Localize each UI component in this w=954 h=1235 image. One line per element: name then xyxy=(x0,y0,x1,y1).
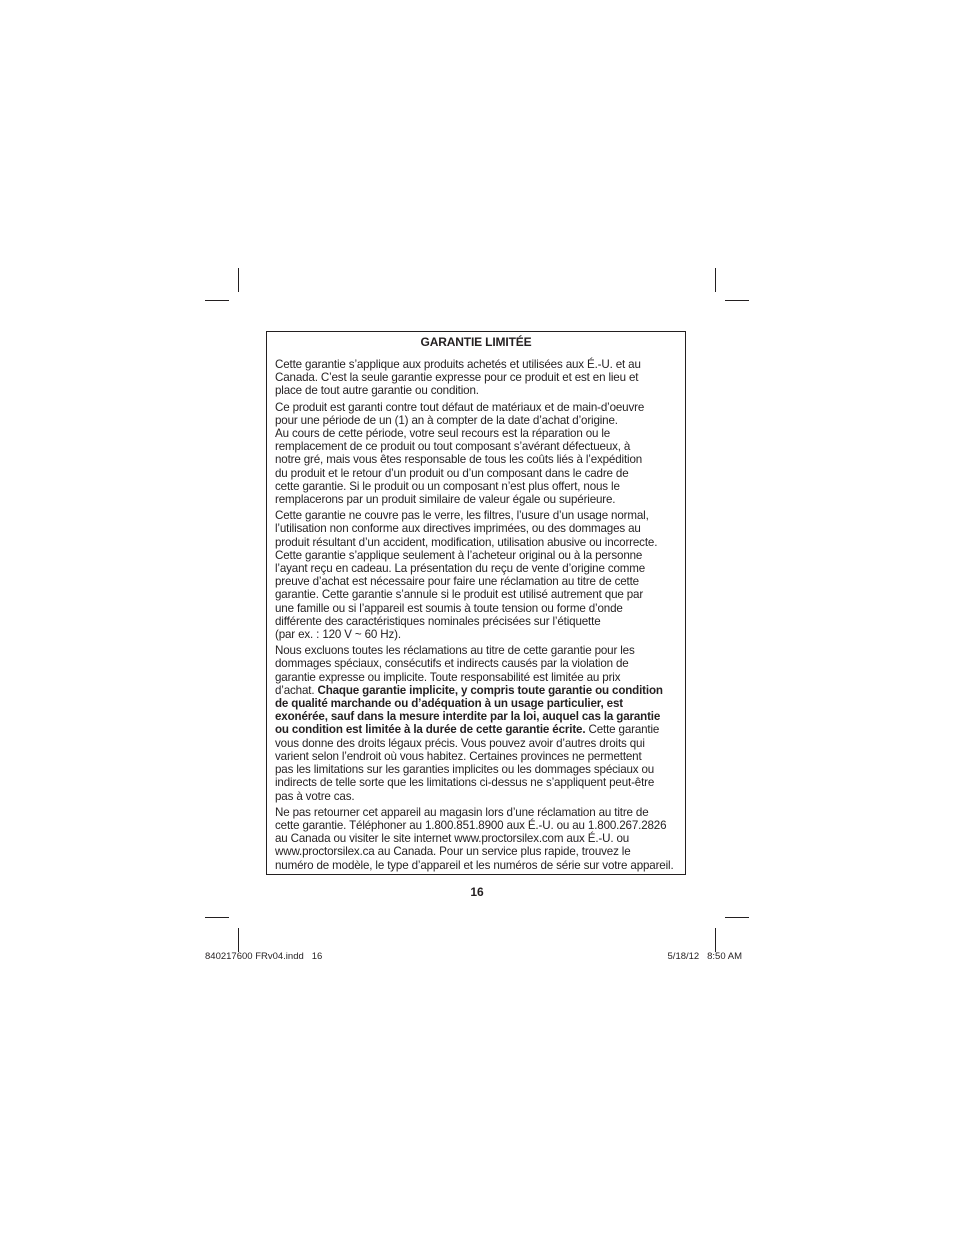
crop-mark-top-right-horizontal xyxy=(725,300,749,301)
text-line: indirects de telle sorte que les limitations ci-dessus ne s’appliquent peut-être xyxy=(275,776,655,790)
text-line: Cette garantie s’applique aux produits achetés et utilisées aux É.-U. et au xyxy=(275,358,641,371)
text-line: produit résultant d’un accident, modification, utilisation abusive ou incorrecte. xyxy=(275,535,658,549)
text-line: pas les limitations sur les garanties implicites ou les dommages spéciaux ou xyxy=(275,763,655,777)
text-line: dommages spéciaux, consécutifs et indirects causés par la violation de xyxy=(275,657,629,671)
crop-mark-bottom-left-vertical xyxy=(238,928,239,952)
text-line: remplacerons par un produit similaire de valeur égale ou supérieure. xyxy=(275,493,616,507)
text-line: vous donne des droits légaux précis. Vous pouvez avoir d’autres droits qui xyxy=(275,736,645,750)
text-line: Au cours de cette période, votre seul recours est la réparation ou le xyxy=(275,427,611,441)
bold-text-segment: de qualité marchande ou d’adéquation à un usage particulier, est xyxy=(275,697,623,711)
text-line: (par ex. : 120 V ~ 60 Hz). xyxy=(275,628,401,642)
text-line: varient selon l’endroit où vous habitez. Certaines provinces ne permettent xyxy=(275,749,642,763)
text-line xyxy=(275,723,677,736)
crop-mark-bottom-right-vertical xyxy=(715,928,716,952)
text-line: www.proctorsilex.ca au Canada. Pour un service plus rapide, trouvez le xyxy=(275,845,631,859)
text-line: différente des caractéristiques nominales précisées sur l’étiquette xyxy=(275,614,601,628)
bold-text-segment: ou condition est limitée à la durée de cette garantie écrite. xyxy=(275,723,586,737)
warranty-paragraph-1 xyxy=(275,358,677,398)
text-line: Ce produit est garanti contre tout défaut de matériaux et de main-d’oeuvre xyxy=(275,400,645,414)
text-line: place de tout autre garantie ou condition. xyxy=(275,384,479,398)
crop-mark-top-right-vertical xyxy=(715,268,716,292)
crop-mark-bottom-right-horizontal xyxy=(725,917,749,918)
crop-mark-bottom-left-horizontal xyxy=(205,917,229,918)
text-line: Ne pas retourner cet appareil au magasin lors d’une réclamation au titre de xyxy=(275,805,649,819)
warranty-box xyxy=(266,331,686,875)
text-segment: Cette garantie xyxy=(585,723,660,737)
warranty-paragraph-5 xyxy=(275,806,677,872)
crop-mark-top-left-vertical xyxy=(238,268,239,292)
crop-mark-top-left-horizontal xyxy=(205,300,229,301)
warranty-paragraph-4 xyxy=(275,644,677,802)
text-line: l’ayant reçu en cadeau. La présentation du reçu de vente d’origine comme xyxy=(275,562,646,576)
bold-text-segment: exonérée, sauf dans la mesure interdite par la loi, auquel cas la garantie xyxy=(275,710,661,724)
text-line: garantie. Cette garantie s’annule si le produit est utilisé autrement que par xyxy=(275,588,644,602)
text-line: preuve d’achat est nécessaire pour faire une réclamation au titre de cette xyxy=(275,575,639,589)
text-line: numéro de modèle, le type d’appareil et les numéros de série sur votre appareil. xyxy=(275,858,674,872)
text-line: pas à votre cas. xyxy=(275,789,355,803)
text-line: l’utilisation non conforme aux directives imprimées, ou des dommages au xyxy=(275,522,641,536)
text-line xyxy=(275,697,677,710)
text-line: Canada. C’est la seule garantie expresse pour ce produit et est en lieu et xyxy=(275,371,639,385)
warranty-paragraph-2 xyxy=(275,401,677,507)
text-line: notre gré, mais vous êtes responsable de tous les coûts liés à l’expédition xyxy=(275,453,643,467)
text-line: remplacement de ce produit ou tout composant s’avérant défectueux, à xyxy=(275,440,631,454)
text-line: pour une période de un (1) an à compter de la date d’achat d’origine. xyxy=(275,413,618,427)
text-line: cette garantie. Téléphoner au 1.800.851.8900 aux É.-U. ou au 1.800.267.2826 xyxy=(275,818,667,832)
text-line: Cette garantie s’applique seulement à l’acheteur original ou à la personne xyxy=(275,548,643,562)
warranty-title: GARANTIE LIMITÉE xyxy=(420,335,532,349)
warranty-paragraph-3 xyxy=(275,509,677,641)
text-line: au Canada ou visiter le site internet www.proctorsilex.com aux É.-U. ou xyxy=(275,832,630,846)
slug-file-info: 840217600 FRv04.indd 16 xyxy=(205,951,323,962)
text-line xyxy=(275,710,677,723)
text-line xyxy=(275,684,677,697)
text-line: garantie expresse ou implicite. Toute responsabilité est limitée au prix xyxy=(275,670,621,684)
text-line: cette garantie. Si le produit ou un composant n’est plus offert, nous le xyxy=(275,479,620,493)
text-line: Cette garantie ne couvre pas le verre, les filtres, l’usure d’un usage normal, xyxy=(275,509,649,523)
text-line: Nous excluons toutes les réclamations au titre de cette garantie pour les xyxy=(275,644,635,658)
text-line: une famille ou si l’appareil est soumis à toute tension ou forme d’onde xyxy=(275,601,623,615)
page-number: 16 xyxy=(470,885,484,899)
bold-text-segment: Chaque garantie implicite, y compris toute garantie ou condition xyxy=(317,683,663,697)
text-segment: d’achat. xyxy=(275,683,318,697)
slug-timestamp: 5/18/12 8:50 AM xyxy=(667,951,742,962)
text-line: du produit et le retour d’un produit ou d’un composant dans le cadre de xyxy=(275,466,629,480)
